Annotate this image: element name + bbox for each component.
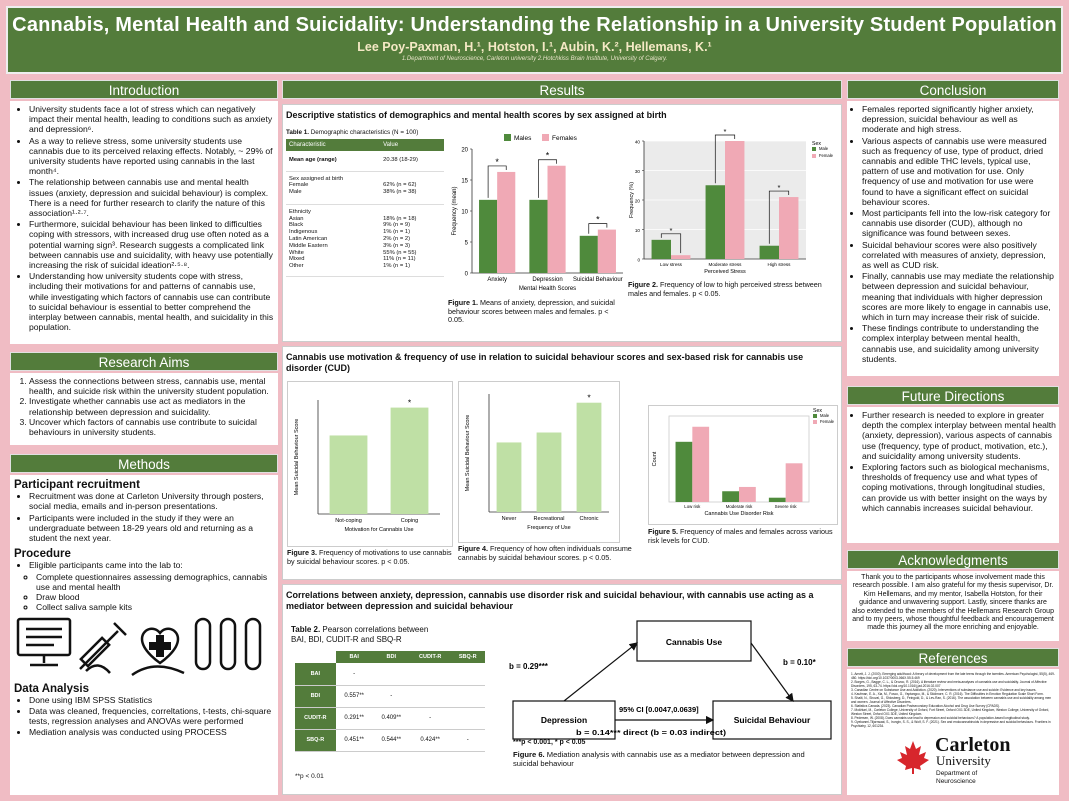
significance-marker: * [669,225,673,235]
analysis-bullet: • Done using IBM SPSS Statistics [29,695,274,705]
bar [722,491,739,502]
reference-item: 6. Statistics Canada. (2023). Canadian Postsecondary Education Alcohol and Drug Use Survey (CPADS). [851,704,1000,708]
corr-row-header: BAI [295,663,336,685]
x-tick-label: Moderate risk [725,504,753,509]
y-axis-label: Mean Suicidal Behaviour Score [294,418,300,496]
y-tick-label: 20 [461,147,468,154]
figure-1-chart [448,129,626,297]
x-tick-label: Low stress [660,262,682,267]
legend-label: Male [820,413,830,418]
bar [598,230,616,273]
corr-row-header: SBQ-R [295,729,336,751]
cannabis-section-title: Cannabis use motivation & frequency of use in relation to suicidal behaviour scores and sex-based risk for cannabis use disorder (CUD) [286,352,804,373]
logo-name-line2: University [936,753,991,768]
bar [497,442,522,512]
x-axis-label: Cannabis Use Disorder Risk [704,511,774,517]
recruitment-heading: Participant recruitment [14,479,140,491]
figure-4-frame [458,381,620,543]
reference-item: 9. Oyekanmi-Tiljarnsaat, S., Irungin, S. S., & Wolf, S. F. (2021). Sex and endocannabinoids in depressive and suicidal behaviours. Frontiers in Psychiatry, 12, 601234. [851,720,1051,728]
figure-6-caption-text: Mediation analysis with cannabis use as a mediator between depression and suicidal behaviour [513,750,805,768]
conclusion-list [850,104,1056,364]
aim-item: 2. Investigate whether cannabis use act as mediators in the relationship between depression and suicidality. [29,396,274,416]
table-cell: 20.38 (18-29) [380,151,444,171]
acknowledgments-heading: Acknowledgments [847,550,1059,569]
table-cell [450,663,485,685]
intro-bullet: • The relationship between cannabis use and mental health issues (anxiety, depression and suicidal behaviour) is complex. There is a need for further research to clarify the nature of this association¹·²·⁷. [29,177,274,218]
table-cell: 0.451** [336,729,373,751]
table-cell: - [410,707,451,729]
significance-marker: * [495,156,499,167]
procedure-subitem: ◦ Complete questionnaires assessing demographics, cannabis use and mental health [36,572,274,592]
intro-bullet: • Furthermore, suicidal behaviour has been linked to difficulties coping with stressors, with increased drug use often noted as a potential warning sign³. Research suggests a complicated link between cannabis use and suicidality, with heavy use potentially increasing the risk of suicidal ideation²·⁵·⁸. [29,219,274,270]
research-aims-heading: Research Aims [10,352,278,371]
research-aims-list [14,376,274,437]
figure-4-label: Figure 4. [458,544,488,553]
table-cell [410,663,451,685]
bar [479,200,497,273]
reference-item: 8. Pedersen, W. (2008). Does cannabis use lead to depression and suicidal behaviours? A population-based longitudinal study. [851,716,1030,720]
bar [769,498,786,502]
figure-3-chart [288,382,452,546]
aim-item: 3. Uncover which factors of cannabis use contribute to suicidal behaviours in university students. [29,417,274,437]
bar [580,236,598,273]
references-list [851,672,1055,734]
future-directions-section [847,407,1059,543]
figure-2-chart [628,127,833,275]
table-1 [286,129,444,277]
figure-2-caption-text: Frequency of low to high perceived stress between males and females. p < 0.05. [628,280,822,298]
table-cell [410,685,451,707]
x-tick-label: Low risk [684,504,701,509]
methods-heading: Methods [10,454,278,473]
conclusion-heading: Conclusion [847,80,1059,99]
reference-item: 5. Shalit, N., Shoval, G., Shlosberg, D., Feingold, D., & Lev-Ran, S. (2016). The association between cannabis use and suicidality among men and women. Journal of Affective Disorders. [851,696,1052,704]
conclusion-section [847,101,1059,376]
legend-title: Sex [813,408,822,414]
table-1-header-characteristic: Characteristic [286,139,380,151]
future-directions-heading: Future Directions [847,386,1059,405]
figure-3-caption [287,549,453,566]
x-tick-label: Anxiety [487,277,508,283]
reference-item: 3. Canadian Centre on Substance Use and Addiction. (2020). Interventions of substance use and suicide: Evidence and key issues. [851,688,1037,692]
table-cell [450,685,485,707]
demographics-table [286,139,444,277]
test-tube-icon [196,619,260,669]
table-2-caption [291,625,441,644]
figure-4-caption [458,545,638,562]
bar [330,435,368,514]
legend-label: Male [819,146,829,151]
poster-title: Cannabis, Mental Health and Suicidality: Understanding the Relationship in a University Student Population [12,14,1057,36]
y-tick-label: 20 [634,198,640,204]
reference-item: 1. Arnett, J. J. (2000). Emerging adulthood: A theory of development from the late teens through the twenties. American Psychologist, 55(5), 469-480. https://doi.org/10.1037/0003-066X.55.5.469 [851,672,1055,680]
bar [779,197,798,259]
procedure-heading: Procedure [14,548,71,561]
significance-marker: * [596,214,600,225]
x-tick-label: Never [501,516,517,522]
procedure-list [14,560,274,570]
recruitment-bullet: • Recruitment was done at Carleton University through posters, social media, emails and in-person presentations. [29,491,274,511]
path-a-label: b = 0.29*** [509,662,548,671]
logo-name-line1: Carleton [935,734,1011,756]
introduction-section [10,101,278,344]
correlation-table [295,651,485,752]
introduction-list [14,104,274,332]
legend-label: Female [820,419,834,424]
table-cell: 0.424** [410,729,451,751]
legend-swatch [813,420,817,424]
bar [692,427,709,502]
logo-dept-line1: Department of [936,770,978,777]
table-cell [450,707,485,729]
table-cell: 62% (n = 62) 38% (n = 38) [380,171,444,204]
future-bullet: • Exploring factors such as biological mechanisms, thresholds of frequency use and what types of coping motivations, through longitudinal studies, can provide us with better insight on the ways by which cannabis increases suicidal behaviour. [862,462,1056,513]
figure-2-caption [628,281,833,298]
x-tick-label: Moderate stress [708,262,742,267]
table-row [295,685,485,707]
corr-col-header: SBQ-R [450,651,485,663]
figure-6-label: Figure 6. [513,750,545,759]
aim-item: 1. Assess the connections between stress, cannabis use, mental health, and suicide risk within the university student population. [29,376,274,396]
table-1-caption: Demographic characteristics (N = 100) [308,129,419,136]
path-b-arrow [751,643,793,701]
bar [786,463,803,502]
corr-row-header: BDI [295,685,336,707]
x-tick-label: Depression [532,277,563,283]
significance-marker: * [777,183,781,193]
table-row [295,663,485,685]
research-aims-section [10,373,278,445]
conclusion-bullet: • Most participants fell into the low-risk category for cannabis use disorder (CUD), although no significance was found between sexes. [862,208,1056,239]
figure-5-caption-text: Frequency of males and females across various risk levels for CUD. [648,527,833,545]
outcome-label: Suicidal Behaviour [733,715,811,725]
x-tick-label: Chronic [579,516,599,522]
conclusion-bullet: • Females reported significantly higher anxiety, depression, suicidal behaviour as well as moderate and high stress. [862,104,1056,135]
recruitment-list [14,491,274,543]
corr-col-header: BDI [373,651,410,663]
figure-3-label: Figure 3. [287,548,317,557]
x-tick-label: Suicidal Behaviour [572,277,623,283]
path-b-label: b = 0.10* [783,658,816,667]
x-tick-label: Recreational [533,516,565,522]
direct-effect-label: b = 0.14*** direct (b = 0.03 indirect) [576,728,727,737]
y-tick-label: 30 [634,169,640,174]
introduction-heading: Introduction [10,80,278,99]
table-row [295,729,485,751]
bar [652,240,671,259]
acknowledgments-text: Thank you to the participants whose involvement made this research possible. I am also grateful for my thesis supervisor, Dr. Kim Hellemans, and my mentor, Isabella Hotston, for their guidance and unwavering support. Lastly, sincere thanks are also extended to the members of the Hellemans Research Group and to my peers, whose thoughtful feedback and encouragement made this journey all the more enriching and enjoyable. [852,574,1054,632]
table-cell: 0.409** [373,707,410,729]
maple-leaf-icon [895,739,931,775]
table-row [286,171,444,204]
legend-swatch [812,154,816,158]
demographics-section-title: Descriptive statistics of demographics and mental health scores by sex assigned at birth [286,110,667,120]
legend-label: Males [514,135,532,142]
significance-marker: * [545,150,550,161]
x-tick-label: High stress [767,262,791,267]
corr-corner [295,651,336,663]
y-tick-label: 15 [461,178,468,185]
medical-cross-icon [132,629,184,675]
bar [739,487,756,502]
data-analysis-list [14,695,274,738]
references-heading: References [847,648,1059,667]
bar [676,442,693,502]
x-axis-label: Mental Health Scores [518,286,577,292]
bar [671,255,690,259]
significance-marker: * [407,397,412,408]
carleton-logo [895,735,1055,791]
figure-1-caption [448,299,620,325]
corr-row-header: CUDIT-R [295,707,336,729]
figure-1-caption-text: Means of anxiety, depression, and suicidal behaviour scores between males and females. p < 0.05. [448,298,615,325]
analysis-bullet: • Data was cleaned, frequencies, correltations, t-tests, chi-square tests, regression analyses and ANOVAs were performed [29,706,274,726]
y-axis-label: Mean Suicidal Behaviour Score [465,414,471,492]
results-panel-demographics [282,104,842,342]
analysis-bullet: • Mediation analysis was conducted using PROCESS [29,727,274,737]
conclusion-bullet: • These findings contribute to understanding the complex interplay between mental health, cannabis use, and suicidality among university students. [862,323,1056,364]
y-tick-label: 5 [464,240,468,247]
computer-icon [18,619,70,665]
significance-marker: * [587,392,591,403]
table-row [295,707,485,729]
reference-item: 4. Kaufman, E. A., Xia, M., Fosco, G., Yaptangco, M., & Skidmore, C. R. (2016). The Difficulties in Emotion Regulation Scale Short Form. [851,692,1044,696]
future-bullet: • Further research is needed to explore in greater depth the complex interplay between mental health (anxiety, depression), various aspects of cannabis use (frequency, type of product, motivation, etc.), and suicidality among university students. [862,410,1056,461]
table-cell: Ethnicity Asian Black Indigenous Latin American Middle Eastern White Mixed Other [286,204,380,276]
table-cell: - [336,663,373,685]
figure-5-frame [648,405,838,525]
legend-swatch [812,147,816,151]
bar [529,200,547,273]
intro-bullet: • As a way to relieve stress, some university students use cannabis due to its perceived relaxing effects. Notably, ~ 29% of university students have reported using cannabis in the last month⁴. [29,136,274,177]
corr-col-header: BAI [336,651,373,663]
legend-swatch [542,134,549,141]
figure-4-chart [459,382,619,542]
bar [725,141,744,259]
conclusion-bullet: • Suicidal behaviour scores were also positively correlated with measures of anxiety, depression, as well as CUD risk. [862,240,1056,271]
correlations-section-title: Correlations between anxiety, depression, cannabis use disorder risk and suicidal behaviour, with cannabis use acting as a mediator between depression and suicidal behaviour [286,590,814,611]
table-row [286,204,444,276]
procedure-subitem: ◦ Draw blood [36,592,274,602]
table-2-label: Table 2. [291,625,321,634]
y-tick-label: 0 [637,257,640,263]
references-section [847,669,1059,795]
figure-3-caption-text: Frequency of motivations to use cannabis by suicidal behaviour scores. p < 0.05. [287,548,452,566]
figure-6-caption [513,751,813,768]
legend-title: Sex [812,141,821,147]
poster-affiliations: 1.Department of Neuroscience, Carleton university 2.Hotchkiss Brain Institute, University of Calgary. [401,56,668,62]
poster-authors: Lee Poy-Paxman, H.¹, Hotston, I.¹, Aubin, K.², Hellemans, K.¹ [357,40,712,54]
y-tick-label: 40 [634,139,640,145]
x-tick-label: Not-coping [335,518,362,524]
y-tick-label: 10 [634,228,640,233]
bar [577,403,602,512]
table-1-header-value: Value [380,139,444,151]
results-panel-correlations [282,584,842,795]
figure-4-caption-text: Frequency of how often individuals consume cannabis by suicidal behaviour scores. p < 0.05. [458,544,632,562]
legend-label: Females [552,135,577,142]
results-panel-cannabis [282,346,842,580]
bar [537,433,562,512]
procedure-subitem: ◦ Collect saliva sample kits [36,602,274,612]
acknowledgments-section [847,571,1059,641]
table-2-note: **p < 0.01 [295,773,324,780]
data-analysis-heading: Data Analysis [14,682,89,695]
conclusion-bullet: • Various aspects of cannabis use were measured such as frequency of use, type of product, dried cannabis and edible THC levels, typical use, pattern of use and motivation for use. Only frequency of use and motivation for use were found to have a significant effect on suicidal behaviour scores. [862,136,1056,207]
table-2-caption-text: Pearson correlations between BAI, BDI, CUDIT-R and SBQ-R [291,625,429,644]
poster-banner [6,6,1063,74]
procedure-bullet: • Eligible participants came into the lab to: [29,560,274,570]
figure-5-caption [648,528,838,545]
table-cell: Mean age (range) [286,151,380,171]
table-cell: 18% (n = 18) 9% (n = 9) 1% (n = 1) 2% (n = 2) 3% (n = 3) 55% (n = 55) 11% (n = 11) 1% (n = 1) [380,204,444,276]
conclusion-bullet: • Finally, cannabis use may mediate the relationship between depression and suicidal behaviour, meaning that individuals with higher depression scores are more likely to engage in cannabis use, which in turn may increase their risk of suicide. [862,271,1056,322]
x-tick-label: Severe risk [774,504,797,509]
table-cell: Sex assigned at birth Female Male [286,171,380,204]
syringe-icon [80,623,126,673]
table-row [286,151,444,171]
legend-label: Female [819,153,833,158]
legend-swatch [813,414,817,418]
figure-2-label: Figure 2. [628,280,658,289]
intro-bullet: • University students face a lot of stress which can negatively impact their mental health, leading to conditions such as anxiety and depression⁶. [29,104,274,135]
corr-col-header: CUDIT-R [410,651,451,663]
table-cell: - [373,685,410,707]
y-tick-label: 10 [461,209,468,216]
y-axis-label: Count [652,451,658,467]
x-axis-label: Frequency of Use [527,525,571,531]
reference-item: 7. Mokhtari, M., Carleton College, University of Oxford, Fort Street, Oxford OX1 3DE, United Kingdom, Weston College, University of Oxford, Weston Street, Oxford OX1 3DE, United Kingdom. [851,708,1050,716]
predictor-label: Depression [540,715,588,725]
bar [497,172,515,273]
mediation-note: ***p < 0.001, * p < 0.05 [513,739,586,746]
significance-marker: * [723,127,727,136]
figure-5-label: Figure 5. [648,527,678,536]
x-axis-label: Perceived Stress [704,269,746,275]
methods-section [10,475,278,795]
x-tick-label: Coping [400,518,419,524]
y-axis-label: Frequency (%) [629,181,635,219]
table-cell: 0.291** [336,707,373,729]
bar [706,185,725,259]
logo-dept-line2: Neuroscience [936,778,976,785]
mediator-label: Cannabis Use [665,637,723,647]
table-cell [373,663,410,685]
legend-swatch [504,134,511,141]
x-axis-label: Motivation for Cannabis Use [344,527,414,533]
figure-3-frame [287,381,453,547]
bar [760,246,779,259]
recruitment-bullet: • Participants were included in the study if they were an undergraduate between 18-29 years old and returning as a student the next year. [29,513,274,544]
ci-label: 95% CI [0.0047,0.0639] [619,705,699,714]
future-directions-list [850,410,1056,513]
intro-bullet: • Understanding how university students cope with stress, including their motivations for and patterns of cannabis use, while investigating which factors of cannabis use can contribute to suicidal behaviour is essential to better comprehend the interplay between cannabis, mental health, and suicidality in this population. [29,271,274,332]
table-cell: 0.544** [373,729,410,751]
y-axis-label: Frequency (mean) [452,186,458,236]
table-1-label: Table 1. [286,129,309,136]
table-cell: 0.557** [336,685,373,707]
y-tick-label: 0 [464,271,468,278]
procedure-sublist [14,572,274,613]
mediation-diagram [493,617,843,747]
results-heading: Results [282,80,842,99]
figure-1-label: Figure 1. [448,298,478,307]
figure-5-chart [649,406,837,524]
bar [391,408,429,514]
reference-item: 2. Borges, G., Bagge, C. L., & Orozco, R. (2016). A literature review and meta-analyses of cannabis use and suicidality. Journal of Affective Disorders, 195, 63-74. https://doi.org/10.1016/j.jad.2016.02.007 [851,680,1047,688]
bar [548,166,566,273]
procedure-illustration [14,615,272,679]
table-cell: - [450,729,485,751]
path-a-arrow [564,643,637,701]
